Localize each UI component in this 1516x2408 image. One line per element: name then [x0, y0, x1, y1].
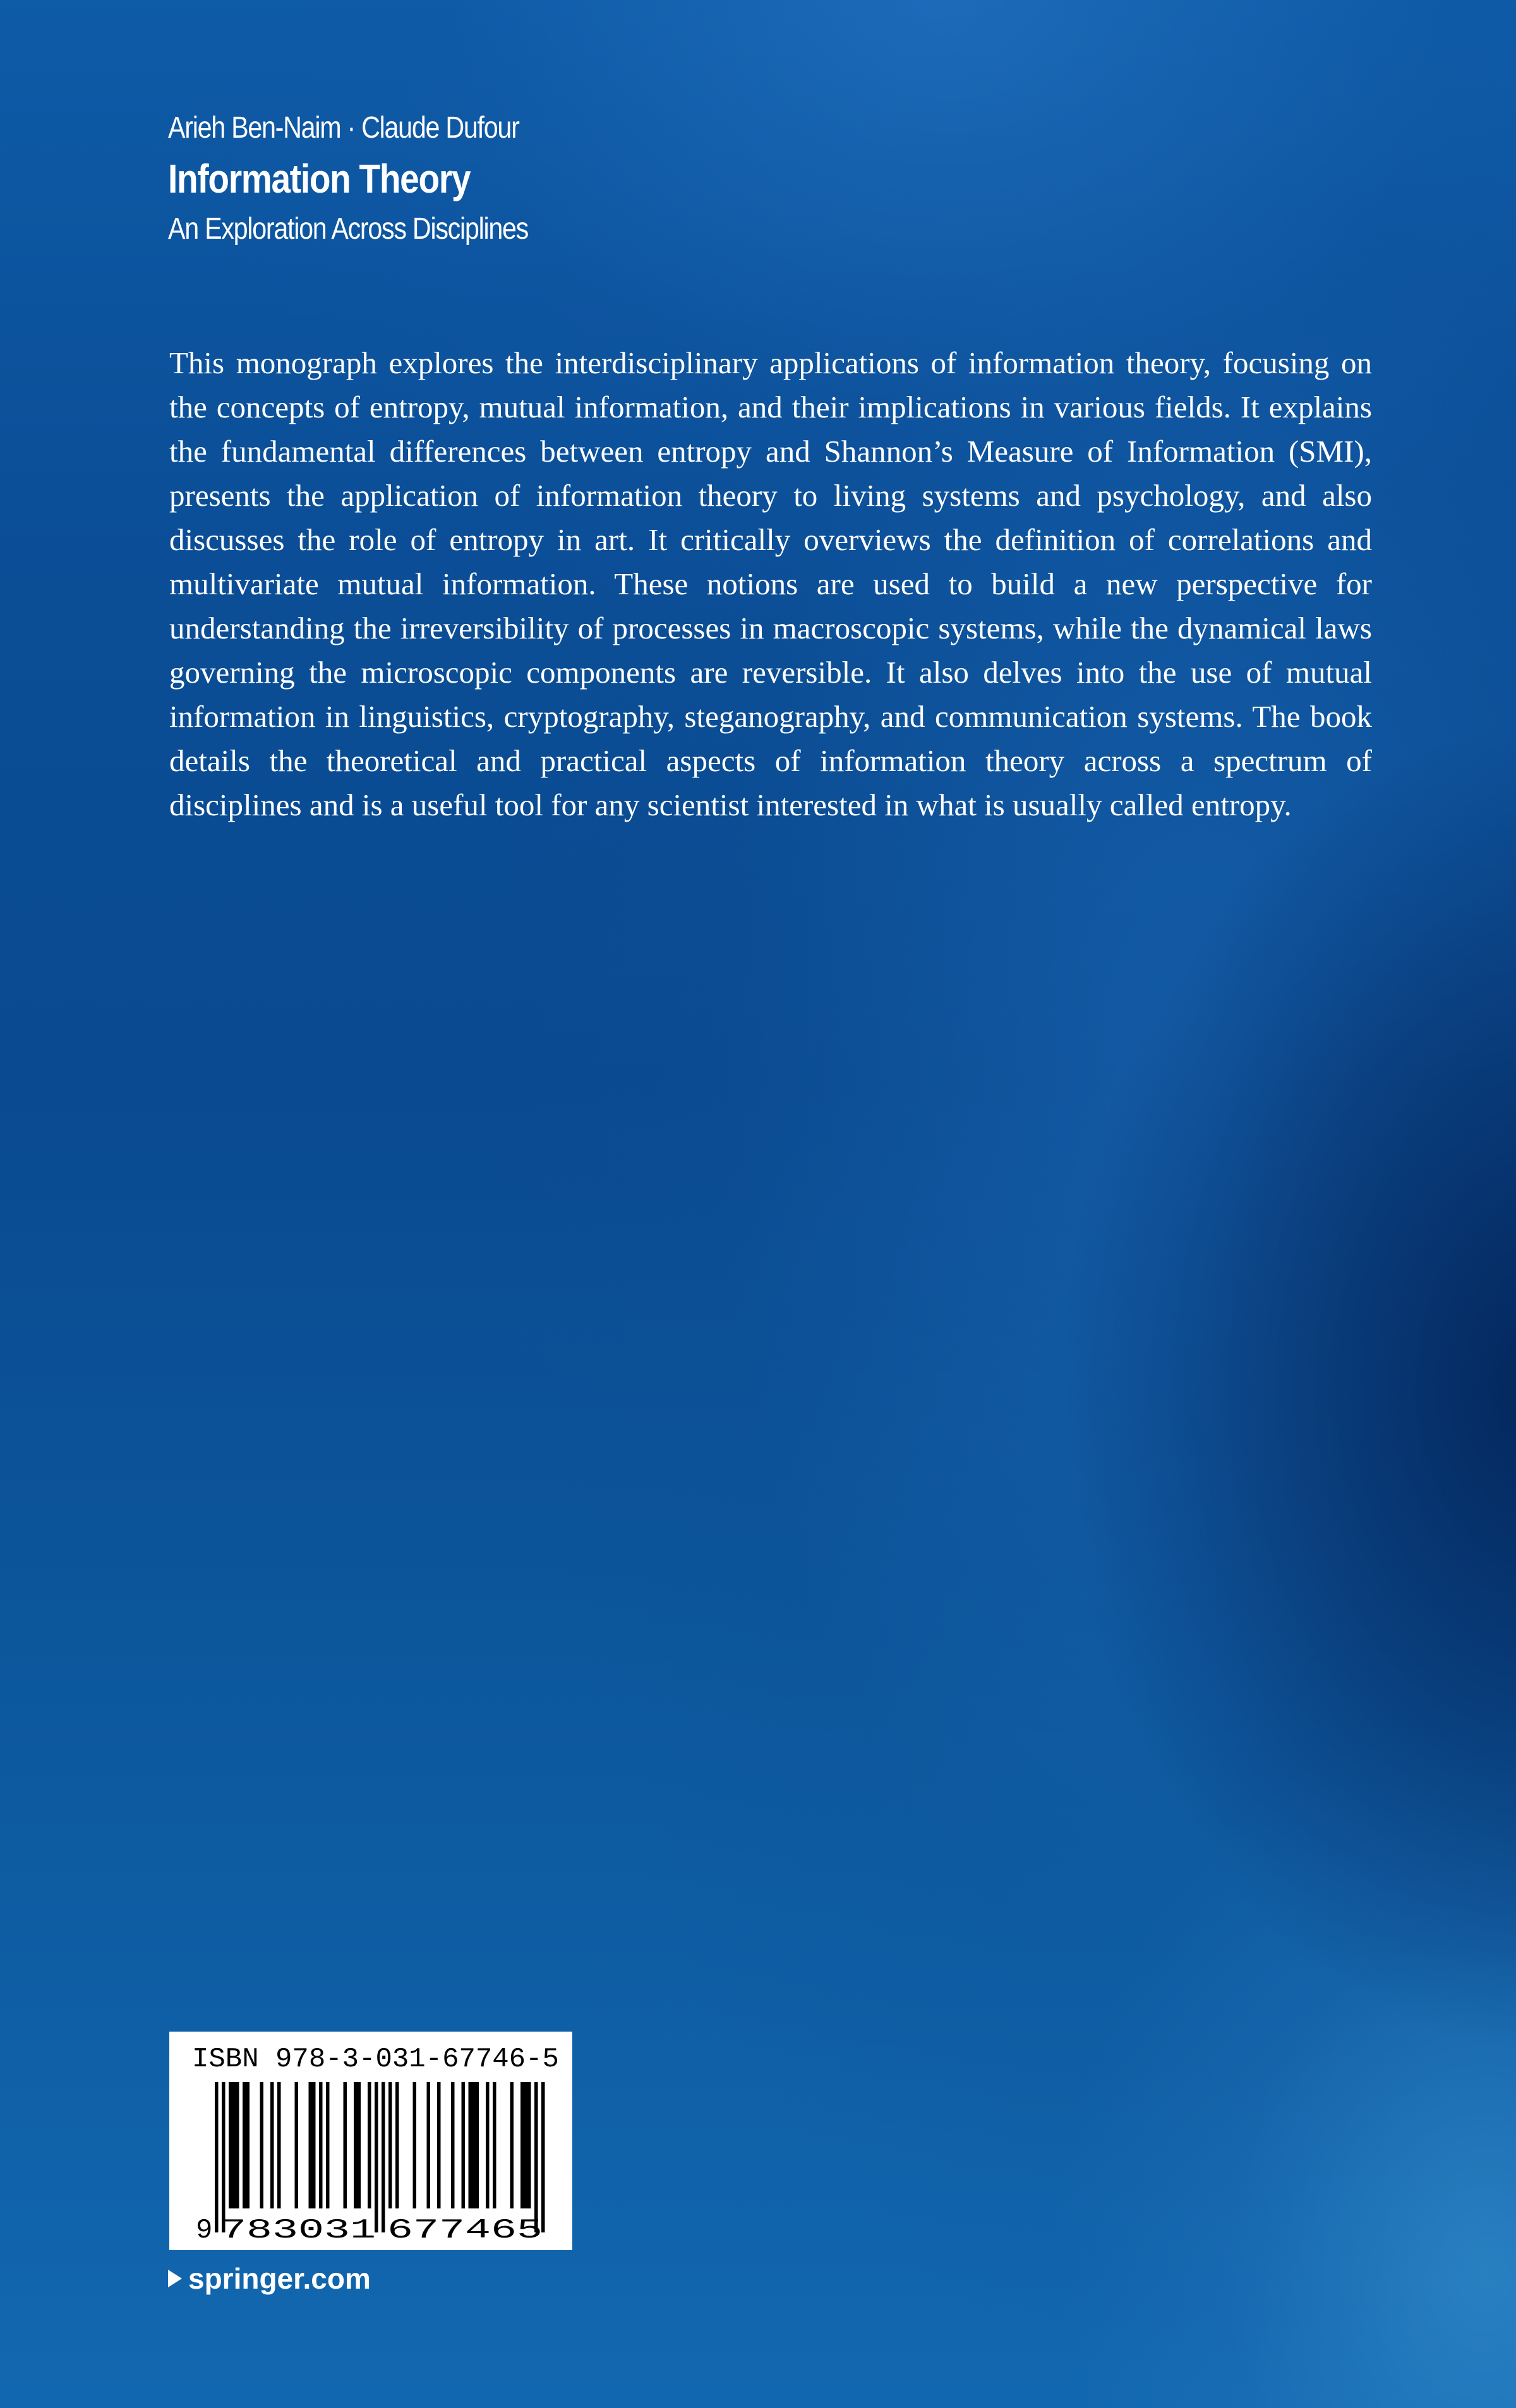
barcode-left-digits: 783031: [220, 2215, 376, 2246]
barcode-bar: [469, 2082, 479, 2208]
barcode-bar: [215, 2082, 219, 2232]
book-title: Information Theory: [168, 156, 471, 201]
barcode-bar: [243, 2082, 250, 2208]
authors: Arieh Ben-Naim · Claude Dufour: [168, 111, 519, 145]
cover-header: [168, 106, 1368, 251]
barcode-bar: [493, 2082, 496, 2208]
barcode-bar: [326, 2082, 330, 2208]
barcode-bar: [344, 2082, 347, 2208]
triangle-arrow-icon: [168, 2270, 182, 2287]
barcode-bar: [388, 2082, 392, 2208]
barcode-bar: [319, 2082, 323, 2208]
barcode-bar: [462, 2082, 466, 2208]
barcode-bar: [309, 2082, 316, 2208]
barcode-bar: [395, 2082, 399, 2208]
barcode-bar: [368, 2082, 371, 2208]
barcode-bar: [413, 2082, 417, 2208]
publisher-link[interactable]: [168, 2260, 371, 2297]
book-subtitle: An Exploration Across Disciplines: [168, 212, 529, 246]
barcode-bar: [354, 2082, 361, 2208]
barcode-bar: [229, 2082, 239, 2208]
isbn-barcode: [169, 2032, 572, 2250]
book-description: This monograph explores the interdisciplinary applications of information theory, focusing on the concepts of entropy, mutual information, and their implications in various fields. It explains the fundamental differences between entropy and Shannon’s Measure of Information (SMI), presents the application of information theory to living systems and psychology, and also discusses the role of entropy in art. It critically overviews the definition of correlations and multivariate mutual information. These notions are used to build a new perspective for understanding the irreversibility of processes in macroscopic systems, while the dynamical laws governing the microscopic components are reversible. It also delves into the use of mutual information in linguistics, cryptography, steganography, and communication systems. The book details the theoretical and practical aspects of information theory across a spectrum of disciplines and is a useful tool for any scientist interested in what is usually called entropy.: [169, 345, 1372, 822]
barcode-bars: [215, 2082, 545, 2232]
barcode-bar: [486, 2082, 490, 2208]
barcode-bar: [541, 2082, 545, 2232]
barcode-bar: [382, 2082, 385, 2232]
isbn-label: ISBN 978-3-031-67746-5: [192, 2044, 559, 2075]
barcode-bar: [427, 2082, 431, 2208]
barcode-bar: [534, 2082, 538, 2232]
barcode-bar: [375, 2082, 378, 2232]
barcode-bar: [510, 2082, 514, 2208]
barcode-bar: [277, 2082, 281, 2208]
barcode-graphic: [169, 2032, 572, 2250]
barcode-bar: [260, 2082, 264, 2208]
barcode-right-digits: 677465: [387, 2215, 543, 2246]
barcode-bar: [295, 2082, 299, 2208]
barcode-bar: [222, 2082, 226, 2232]
publisher-site-label: springer.com: [188, 2262, 371, 2295]
barcode-bar: [520, 2082, 531, 2208]
barcode-bar: [437, 2082, 441, 2208]
barcode-first-digit: 9: [196, 2215, 213, 2246]
barcode-bar: [270, 2082, 274, 2208]
barcode-bar: [451, 2082, 455, 2208]
